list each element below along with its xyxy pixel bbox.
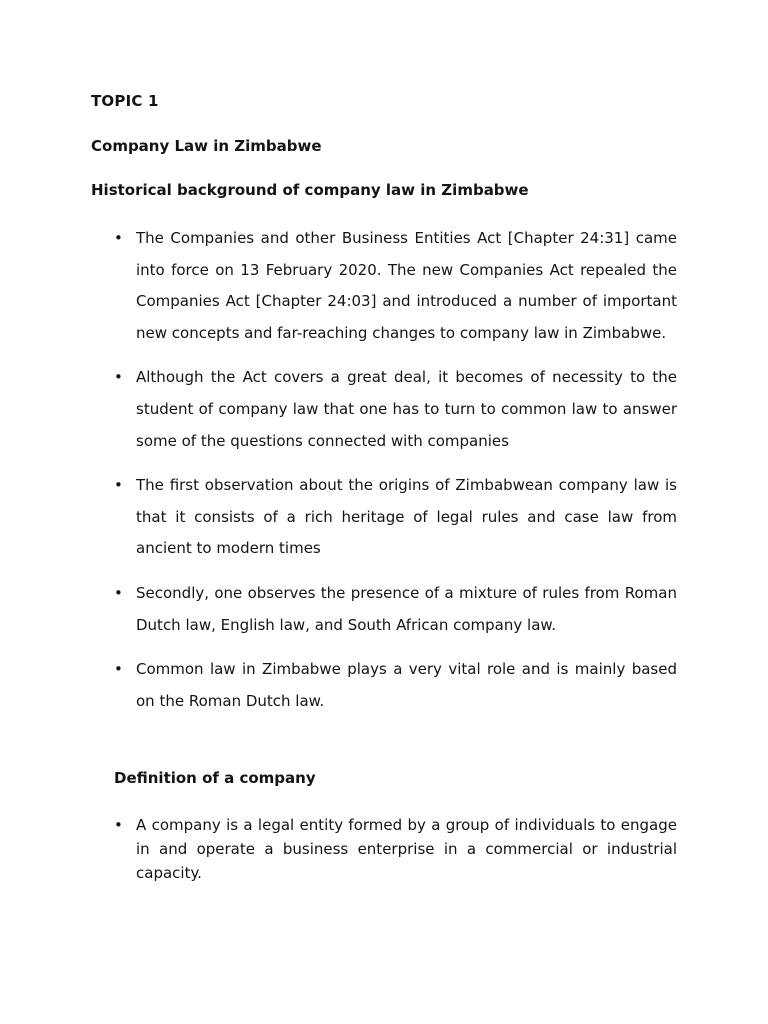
list-item [114, 813, 677, 885]
list-item [114, 470, 677, 565]
list-item [114, 362, 677, 457]
list-item [114, 578, 677, 641]
section-heading-history: Historical background of company law in Zimbabwe [91, 181, 529, 199]
bullet-icon: • [114, 816, 123, 834]
bullet-icon: • [114, 229, 123, 247]
page-title: Company Law in Zimbabwe [91, 137, 322, 155]
bullet-icon: • [114, 368, 123, 387]
bullet-icon: • [114, 583, 123, 602]
bullet-icon: • [114, 660, 123, 679]
list-item-text: Common law in Zimbabwe plays a very vital role and is mainly based on the Roman Dutch law. [136, 660, 677, 710]
list-item-text: Secondly, one observes the presence of a mixture of rules from Roman Dutch law, English law, and South African company law. [136, 583, 677, 634]
list-item [114, 654, 677, 717]
definition-bullet-list [114, 813, 677, 885]
section-heading-definition: Definition of a company [114, 769, 316, 787]
topic-label: TOPIC 1 [91, 92, 159, 110]
list-item [114, 223, 677, 349]
list-item-text: The Companies and other Business Entities Act [Chapter 24:31] came into force on 13 February 2020. The new Companies Act repealed the Companies Act [Chapter 24:03] and introduced a number of important new concepts and far-reaching changes to company law in Zimbabwe. [136, 229, 677, 342]
list-item-text: Although the Act covers a great deal, it becomes of necessity to the student of company law that one has to turn to common law to answer some of the questions connected with companies [136, 368, 677, 450]
bullet-icon: • [114, 476, 123, 495]
list-item-text: A company is a legal entity formed by a group of individuals to engage in and operate a business enterprise in a commercial or industrial capacity. [136, 816, 677, 882]
list-item-text: The first observation about the origins of Zimbabwean company law is that it consists of a rich heritage of legal rules and case law from ancient to modern times [136, 476, 677, 558]
history-bullet-list [114, 223, 677, 730]
